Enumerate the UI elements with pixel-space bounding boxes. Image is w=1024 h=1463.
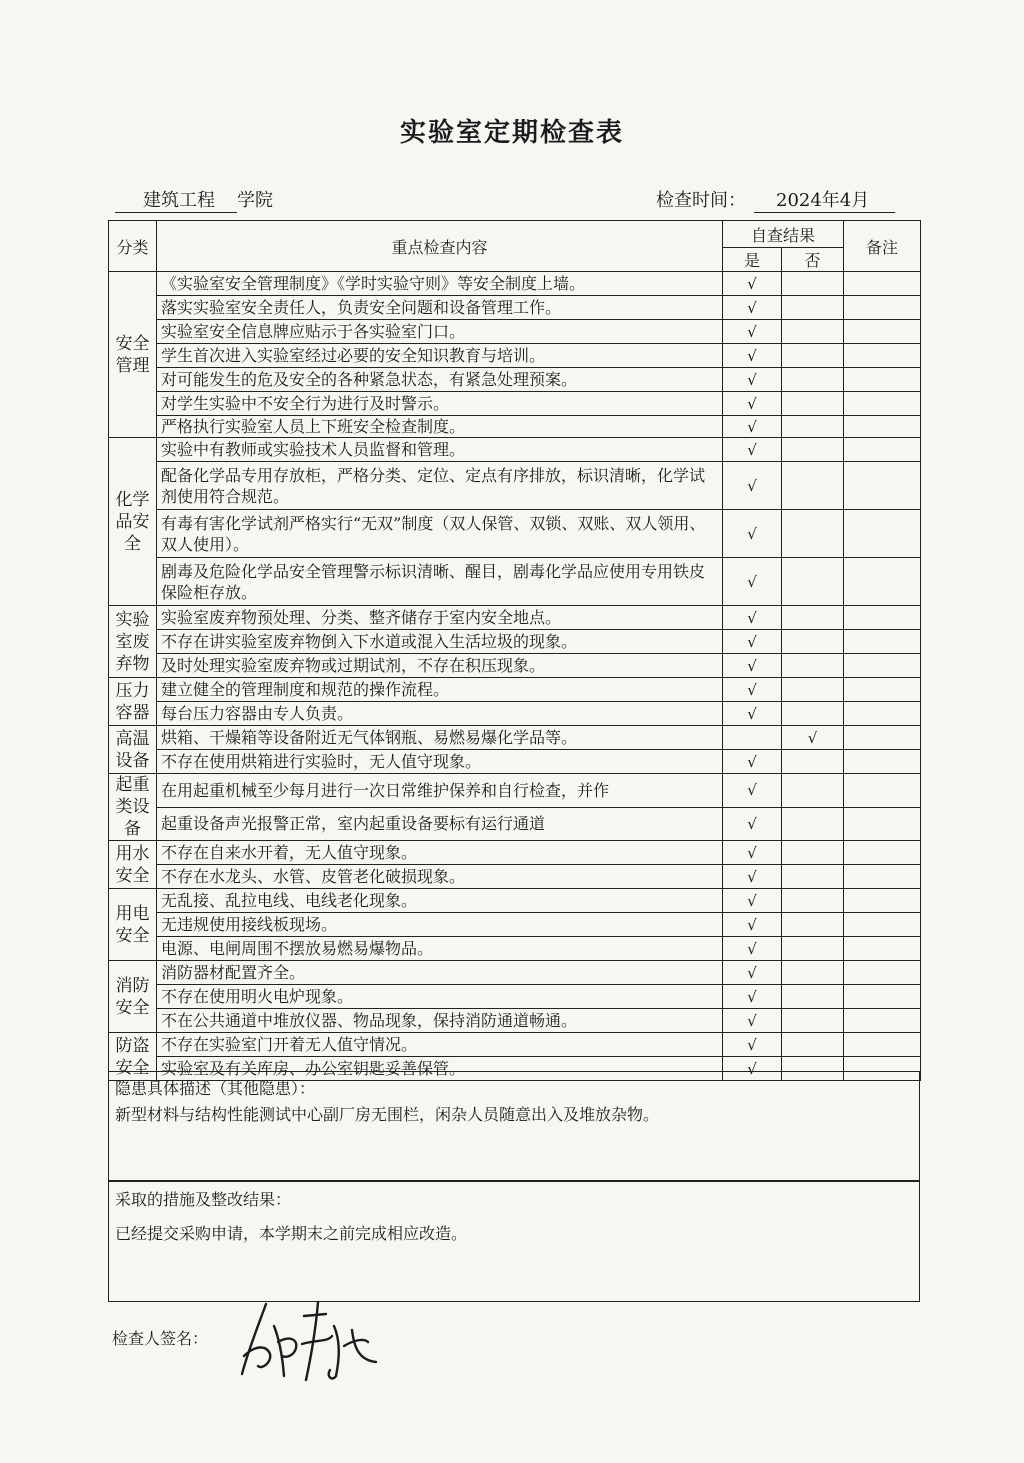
result-yes-cell (723, 438, 782, 462)
note-cell (844, 416, 921, 438)
result-yes-cell (723, 1033, 782, 1057)
category-cell: 高温设备 (109, 726, 157, 774)
check-item-text: 落实实验室安全责任人，负责安全问题和设备管理工作。 (157, 296, 723, 320)
check-item-text: 不存在水龙头、水管、皮管老化破损现象。 (157, 865, 723, 889)
note-cell (844, 1033, 921, 1057)
note-cell (844, 558, 921, 606)
page-title: 实验室定期检查表 (399, 118, 624, 148)
table-row (109, 913, 921, 937)
category-cell: 防盗安全 (109, 1033, 157, 1081)
result-yes-cell (723, 937, 782, 961)
result-no-cell (782, 438, 844, 462)
result-yes-cell (723, 841, 782, 865)
result-no-cell (782, 606, 844, 630)
header-content: 重点检查内容 (157, 221, 723, 272)
result-yes-cell (723, 462, 782, 510)
note-cell (844, 774, 921, 808)
check-item-text: 无违规使用接线板现场。 (157, 913, 723, 937)
category-cell: 压力容器 (109, 678, 157, 726)
check-item-text: 配备化学品专用存放柜，严格分类、定位、定点有序排放，标识清晰，化学试剂使用符合规范。 (157, 462, 723, 510)
table-row (109, 937, 921, 961)
check-item-text: 每台压力容器由专人负责。 (157, 702, 723, 726)
check-mark: √ (747, 524, 757, 543)
check-item-text: 剧毒及危险化学品安全管理警示标识清晰、醒目，剧毒化学品应使用专用铁皮保险柜存放。 (157, 558, 723, 606)
result-no-cell (782, 272, 844, 296)
check-mark: √ (747, 572, 757, 591)
category-cell: 实验室废弃物 (109, 606, 157, 678)
check-mark: √ (747, 814, 757, 833)
header-yes: 是 (723, 248, 782, 272)
result-yes-cell (723, 961, 782, 985)
table-row (109, 1009, 921, 1033)
table-row (109, 510, 921, 558)
result-yes-cell (723, 344, 782, 368)
result-no-cell (782, 462, 844, 510)
result-no-cell (782, 807, 844, 841)
check-item-text: 不存在实验室门开着无人值守情况。 (157, 1033, 723, 1057)
check-item-text: 烘箱、干燥箱等设备附近无气体钢瓶、易燃易爆化学品等。 (157, 726, 723, 750)
note-cell (844, 889, 921, 913)
result-no-cell (782, 1009, 844, 1033)
check-mark: √ (747, 440, 757, 459)
note-cell (844, 702, 921, 726)
table-row (109, 726, 921, 750)
check-item-text: 严格执行实验室人员上下班安全检查制度。 (157, 416, 723, 438)
college-field (115, 186, 273, 213)
check-item-text: 有毒有害化学试剂严格实行“无双”制度（双人保管、双锁、双账、双人领用、双人使用）。 (157, 510, 723, 558)
result-no-cell (782, 558, 844, 606)
note-cell (844, 320, 921, 344)
table-row (109, 807, 921, 841)
result-yes-cell (723, 726, 782, 750)
table-row (109, 416, 921, 438)
check-mark: √ (747, 1011, 757, 1030)
category-cell: 安全管理 (109, 272, 157, 438)
note-cell (844, 296, 921, 320)
result-no-cell (782, 913, 844, 937)
result-yes-cell (723, 272, 782, 296)
table-row (109, 889, 921, 913)
result-no-cell (782, 841, 844, 865)
header-category: 分类 (109, 221, 157, 272)
check-item-text: 无乱接、乱拉电线、电线老化现象。 (157, 889, 723, 913)
table-row (109, 865, 921, 889)
check-mark: √ (747, 680, 757, 699)
result-no-cell (782, 1033, 844, 1057)
date-label: 检查时间： (656, 190, 746, 211)
note-cell (844, 344, 921, 368)
note-cell (844, 368, 921, 392)
table-row (109, 272, 921, 296)
college-name: 建筑工程 (115, 186, 237, 213)
result-no-cell (782, 296, 844, 320)
check-mark: √ (747, 752, 757, 771)
result-yes-cell (723, 558, 782, 606)
table-row (109, 774, 921, 808)
result-no-cell (782, 392, 844, 416)
check-mark: √ (747, 1059, 757, 1078)
check-mark: √ (747, 298, 757, 317)
result-no-cell (782, 320, 844, 344)
check-mark: √ (747, 370, 757, 389)
check-item-text: 实验中有教师或实验技术人员监督和管理。 (157, 438, 723, 462)
check-item-text: 不存在讲实验室废弃物倒入下水道或混入生活垃圾的现象。 (157, 630, 723, 654)
check-mark: √ (747, 394, 757, 413)
note-cell (844, 961, 921, 985)
result-no-cell (782, 961, 844, 985)
check-item-text: 对可能发生的危及安全的各种紧急状态，有紧急处理预案。 (157, 368, 723, 392)
result-no-cell (782, 937, 844, 961)
checklist-table (108, 220, 921, 1081)
result-no-cell (782, 630, 844, 654)
note-cell (844, 654, 921, 678)
measures-box (108, 1180, 920, 1302)
check-item-text: 实验室及有关库房、办公室钥匙妥善保管。 (157, 1057, 723, 1081)
check-item-text: 不存在使用烘箱进行实验时，无人值守现象。 (157, 750, 723, 774)
result-no-cell (782, 368, 844, 392)
result-yes-cell (723, 630, 782, 654)
table-row (109, 368, 921, 392)
result-yes-cell (723, 510, 782, 558)
check-item-text: 不在公共通道中堆放仪器、物品现象，保持消防通道畅通。 (157, 1009, 723, 1033)
hazards-content: 新型材料与结构性能测试中心副厂房无围栏，闲杂人员随意出入及堆放杂物。 (115, 1105, 660, 1124)
note-cell (844, 726, 921, 750)
check-mark: √ (747, 891, 757, 910)
table-row (109, 678, 921, 702)
table-row (109, 961, 921, 985)
check-mark: √ (747, 939, 757, 958)
table-row (109, 558, 921, 606)
check-item-text: 实验室废弃物预处理、分类、整齐储存于室内安全地点。 (157, 606, 723, 630)
note-cell (844, 438, 921, 462)
result-yes-cell (723, 416, 782, 438)
check-mark: √ (747, 963, 757, 982)
note-cell (844, 750, 921, 774)
table-row (109, 1033, 921, 1057)
note-cell (844, 865, 921, 889)
result-yes-cell (723, 750, 782, 774)
check-mark: √ (747, 656, 757, 675)
result-no-cell (782, 726, 844, 750)
result-no-cell (782, 985, 844, 1009)
note-cell (844, 841, 921, 865)
header-note: 备注 (844, 221, 921, 272)
result-no-cell (782, 702, 844, 726)
result-no-cell (782, 889, 844, 913)
result-yes-cell (723, 865, 782, 889)
check-item-text: 实验室安全信息牌应贴示于各实验室门口。 (157, 320, 723, 344)
check-mark: √ (747, 987, 757, 1006)
hazards-box (108, 1071, 920, 1182)
check-item-text: 消防器材配置齐全。 (157, 961, 723, 985)
category-cell: 用水安全 (109, 841, 157, 889)
note-cell (844, 630, 921, 654)
table-row (109, 750, 921, 774)
category-cell: 起重类设备 (109, 774, 157, 841)
table-row (109, 606, 921, 630)
note-cell (844, 913, 921, 937)
check-item-text: 学生首次进入实验室经过必要的安全知识教育与培训。 (157, 344, 723, 368)
note-cell (844, 272, 921, 296)
result-yes-cell (723, 654, 782, 678)
handwritten-signature (236, 1296, 386, 1386)
measures-content: 已经提交采购申请，本学期末之前完成相应改造。 (115, 1224, 468, 1243)
table-row (109, 320, 921, 344)
table-row (109, 654, 921, 678)
check-item-text: 《实验室安全管理制度》《学时实验守则》等安全制度上墙。 (157, 272, 723, 296)
category-cell: 化学品安全 (109, 438, 157, 606)
check-mark: √ (747, 781, 757, 800)
result-yes-cell (723, 678, 782, 702)
inspection-date-field (656, 186, 895, 213)
result-no-cell (782, 510, 844, 558)
table-row (109, 630, 921, 654)
result-yes-cell (723, 368, 782, 392)
table-row (109, 985, 921, 1009)
result-yes-cell (723, 1009, 782, 1033)
result-no-cell (782, 750, 844, 774)
result-no-cell (782, 344, 844, 368)
result-yes-cell (723, 702, 782, 726)
check-mark: √ (747, 476, 757, 495)
result-yes-cell (723, 392, 782, 416)
result-no-cell (782, 865, 844, 889)
check-item-text: 不存在自来水开着，无人值守现象。 (157, 841, 723, 865)
note-cell (844, 462, 921, 510)
note-cell (844, 1009, 921, 1033)
check-mark: √ (747, 608, 757, 627)
result-yes-cell (723, 606, 782, 630)
check-mark: √ (747, 915, 757, 934)
check-mark: √ (747, 867, 757, 886)
check-mark: √ (747, 843, 757, 862)
check-item-text: 对学生实验中不安全行为进行及时警示。 (157, 392, 723, 416)
result-yes-cell (723, 985, 782, 1009)
note-cell (844, 937, 921, 961)
check-item-text: 建立健全的管理制度和规范的操作流程。 (157, 678, 723, 702)
note-cell (844, 985, 921, 1009)
check-item-text: 不存在使用明火电炉现象。 (157, 985, 723, 1009)
result-no-cell (782, 416, 844, 438)
hazards-label: 隐患具体描述（其他隐患）： (115, 1079, 316, 1098)
note-cell (844, 678, 921, 702)
note-cell (844, 392, 921, 416)
category-cell: 用电安全 (109, 889, 157, 961)
check-item-text: 及时处理实验室废弃物或过期试剂，不存在积压现象。 (157, 654, 723, 678)
result-yes-cell (723, 774, 782, 808)
check-mark: √ (747, 274, 757, 293)
table-row (109, 296, 921, 320)
check-mark: √ (807, 728, 818, 747)
check-mark: √ (747, 322, 757, 341)
table-row (109, 438, 921, 462)
table-row (109, 392, 921, 416)
measures-label: 采取的措施及整改结果： (115, 1190, 292, 1209)
result-yes-cell (723, 913, 782, 937)
category-cell: 消防安全 (109, 961, 157, 1033)
result-no-cell (782, 678, 844, 702)
check-mark: √ (747, 632, 757, 651)
header-no: 否 (782, 248, 844, 272)
signature-label: 检查人签名： (112, 1329, 209, 1348)
check-item-text: 起重设备声光报警正常，室内起重设备要标有运行通道 (157, 807, 723, 841)
table-row (109, 702, 921, 726)
college-suffix: 学院 (237, 190, 273, 211)
result-yes-cell (723, 807, 782, 841)
result-no-cell (782, 654, 844, 678)
date-value: 2024年4月 (754, 186, 895, 213)
check-mark: √ (747, 346, 757, 365)
check-mark: √ (747, 1035, 757, 1054)
note-cell (844, 510, 921, 558)
note-cell (844, 807, 921, 841)
result-yes-cell (723, 320, 782, 344)
checklist-body (109, 272, 921, 1081)
table-row (109, 344, 921, 368)
check-mark: √ (747, 417, 757, 436)
header-result: 自查结果 (723, 221, 844, 248)
check-mark: √ (747, 704, 757, 723)
table-row (109, 841, 921, 865)
result-yes-cell (723, 889, 782, 913)
table-row (109, 462, 921, 510)
result-yes-cell (723, 296, 782, 320)
check-item-text: 在用起重机械至少每月进行一次日常维护保养和自行检查，并作 (157, 774, 723, 808)
check-item-text: 电源、电闸周围不摆放易燃易爆物品。 (157, 937, 723, 961)
note-cell (844, 606, 921, 630)
result-no-cell (782, 774, 844, 808)
